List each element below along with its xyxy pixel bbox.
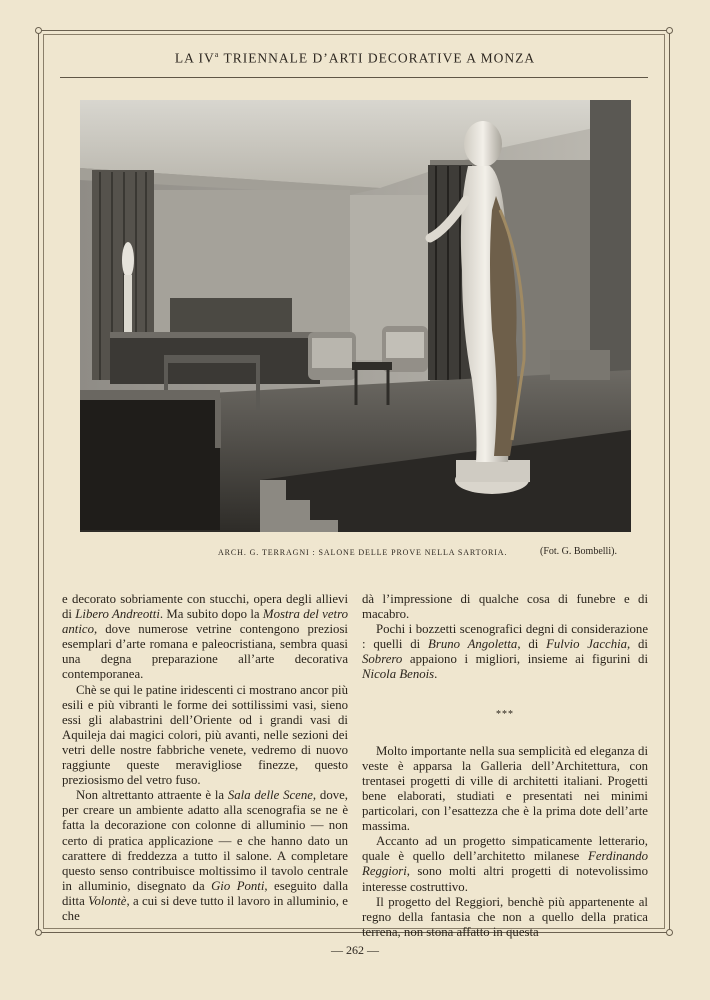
text: . Ma subito dopo la xyxy=(159,607,263,622)
paragraph: Molto importante nella sua semplicità ed eleganza di veste è apparsa la Galleria dell’Architettura, con trentasei progetti di ville di architetti italiani. Progetti bene elaborati, studiati e presentati nei minimi particolari, con l’esattezza che è la prima dote dell’arte massima. xyxy=(362,743,648,834)
text: , dove, per creare un ambiente adatto alla scenografia se ne è fatta la decorazione con colonne di alluminio — non certo di pratica applicazione — e che hanno dato un carattere di freddezza a tutto il salone. A completare questo senso contribuisce moltissimo il tavolo centrale in alluminio, disegnato da xyxy=(62,788,348,893)
text: e decorato sobriamente con stucchi, opera degli allievi di xyxy=(62,592,348,622)
paragraph xyxy=(362,834,648,894)
header-title-start: LA IV xyxy=(174,50,215,66)
paragraph xyxy=(62,592,348,683)
paragraph: Chè se qui le patine iridescenti ci mostrano ancor più esili e più vibranti le forme dei sottilissimi vasi, sieno essi gli alabastrini dell’Oriente od i grandi vasi di Aquileja dai magici colori, più avanti, nelle sezioni dei vetri delle nostre fabbriche venete, vedremo di nuovo raggiunte queste meravigliose finezze, questo preziosismo del vetro fuso. xyxy=(62,682,348,788)
text-column-right xyxy=(362,592,648,940)
text: , di xyxy=(627,637,648,652)
person-name: Ferdinando Reggiori xyxy=(362,849,648,879)
photo-credit: (Fot. G. Bombelli). xyxy=(540,546,617,557)
person-name: Nicola Benois xyxy=(362,667,435,682)
header-rule xyxy=(60,77,648,78)
header-superscript: a xyxy=(214,50,220,59)
person-name: Gio Ponti xyxy=(211,878,265,893)
text: , di xyxy=(517,637,547,652)
photograph-salone-delle-prove xyxy=(80,100,631,532)
photo-caption: ARCH. G. TERRAGNI : SALONE DELLE PROVE NELLA SARTORIA. xyxy=(218,548,508,557)
border-corner-ornament xyxy=(666,27,673,34)
text: , eseguito dalla ditta xyxy=(62,878,348,908)
person-name: Libero Andreotti xyxy=(75,607,160,622)
person-name: Bruno Angoletta xyxy=(428,637,518,652)
running-header xyxy=(60,50,650,67)
section-separator: *** xyxy=(496,708,514,720)
exhibit-title: Mostra del vetro antico xyxy=(62,607,348,637)
text: , sono molti altri progetti di notevolissimo interesse costruttivo. xyxy=(362,864,648,894)
header-title-end: TRIENNALE D’ARTI DECORATIVE A MONZA xyxy=(219,50,536,66)
text: Accanto ad un progetto simpaticamente letterario, quale è quello dell’architetto milanese xyxy=(362,834,648,864)
text-column-left xyxy=(62,592,348,924)
border-corner-ornament xyxy=(35,929,42,936)
paragraph: Il progetto del Reggiori, benchè più appartenente al regno della fantasia che non a quello della pratica terrena, non stona affatto in questa xyxy=(362,894,648,939)
border-corner-ornament xyxy=(35,27,42,34)
paragraph xyxy=(362,622,648,682)
border-corner-ornament xyxy=(666,929,673,936)
text: Pochi i bozzetti scenografici degni di considerazione : quelli di xyxy=(362,622,648,652)
person-name: Sobrero xyxy=(362,652,403,667)
text: appaiono i migliori, insieme ai figurini di xyxy=(402,652,648,667)
text: , a cui si deve tutto il lavoro in alluminio, e che xyxy=(62,893,348,923)
paragraph xyxy=(62,788,348,924)
paragraph: dà l’impressione di qualche cosa di funebre e di macabro. xyxy=(362,592,648,622)
text: , dove numerose vetrine contengono preziosi esemplari d’arte romana e paleocristiana, sembra quasi una degna preparazione all’arte decorativa contemporanea. xyxy=(62,622,348,682)
company-name: Volontè xyxy=(88,893,127,908)
room-name: Sala delle Scene xyxy=(227,788,313,803)
person-name: Fulvio Jacchia xyxy=(546,637,628,652)
text: . xyxy=(434,667,438,682)
page-number: — 262 — xyxy=(331,943,379,957)
text: Non altrettanto attraente è la xyxy=(76,788,228,803)
